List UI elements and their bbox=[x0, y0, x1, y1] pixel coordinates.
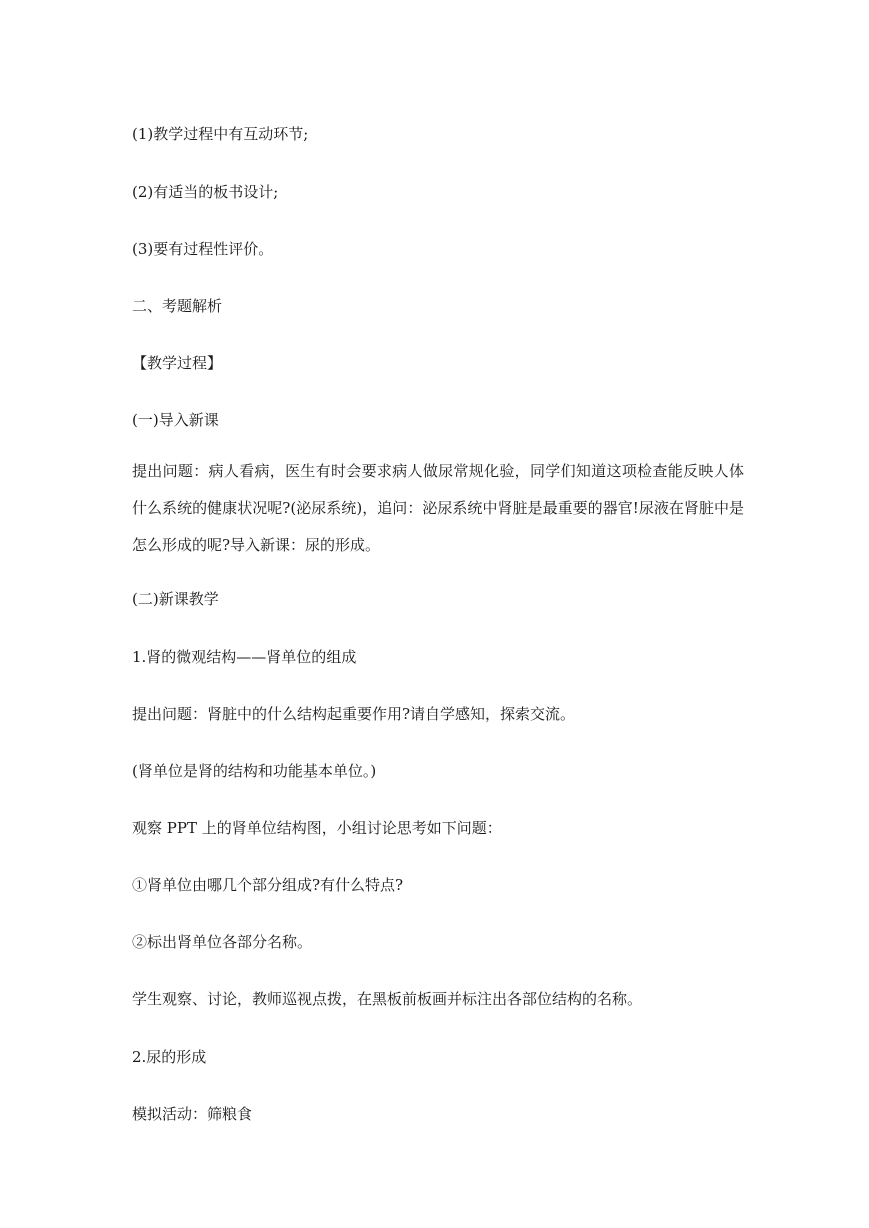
question-text: 提出问题：肾脏中的什么结构起重要作用?请自学感知，探索交流。 bbox=[132, 705, 576, 723]
requirement-item: (2)有适当的板书设计; bbox=[132, 183, 279, 201]
section-title: 二、考题解析 bbox=[132, 297, 223, 315]
activity-text: 学生观察、讨论，教师巡视点拨，在黑板前板画并标注出各部位结构的名称。 bbox=[132, 990, 643, 1008]
part2-title: (二)新课教学 bbox=[132, 590, 219, 608]
process-title: 【教学过程】 bbox=[132, 354, 223, 372]
part1-title: (一)导入新课 bbox=[132, 411, 219, 429]
requirement-item: (1)教学过程中有互动环节; bbox=[132, 125, 309, 143]
answer-text: (肾单位是肾的结构和功能基本单位。) bbox=[132, 762, 377, 780]
subsection-title: 1.肾的微观结构——肾单位的组成 bbox=[132, 648, 357, 666]
requirement-item: (3)要有过程性评价。 bbox=[132, 240, 274, 258]
simulation-text: 模拟活动：筛粮食 bbox=[132, 1105, 253, 1123]
subsection-title: 2.尿的形成 bbox=[132, 1048, 207, 1066]
intro-paragraph: 提出问题：病人看病，医生有时会要求病人做尿常规化验，同学们知道这项检查能反映人体什么系统的健康状况呢?(泌尿系统)，追问：泌尿系统中肾脏是最重要的器官!尿液在肾脏中是怎么形成的呢?导入新课：尿的形成。 bbox=[132, 462, 744, 554]
question-item: ①肾单位由哪几个部分组成?有什么特点? bbox=[132, 876, 404, 894]
question-item: ②标出肾单位各部分名称。 bbox=[132, 933, 313, 951]
observe-text: 观察 PPT 上的肾单位结构图，小组讨论思考如下问题： bbox=[132, 819, 502, 837]
